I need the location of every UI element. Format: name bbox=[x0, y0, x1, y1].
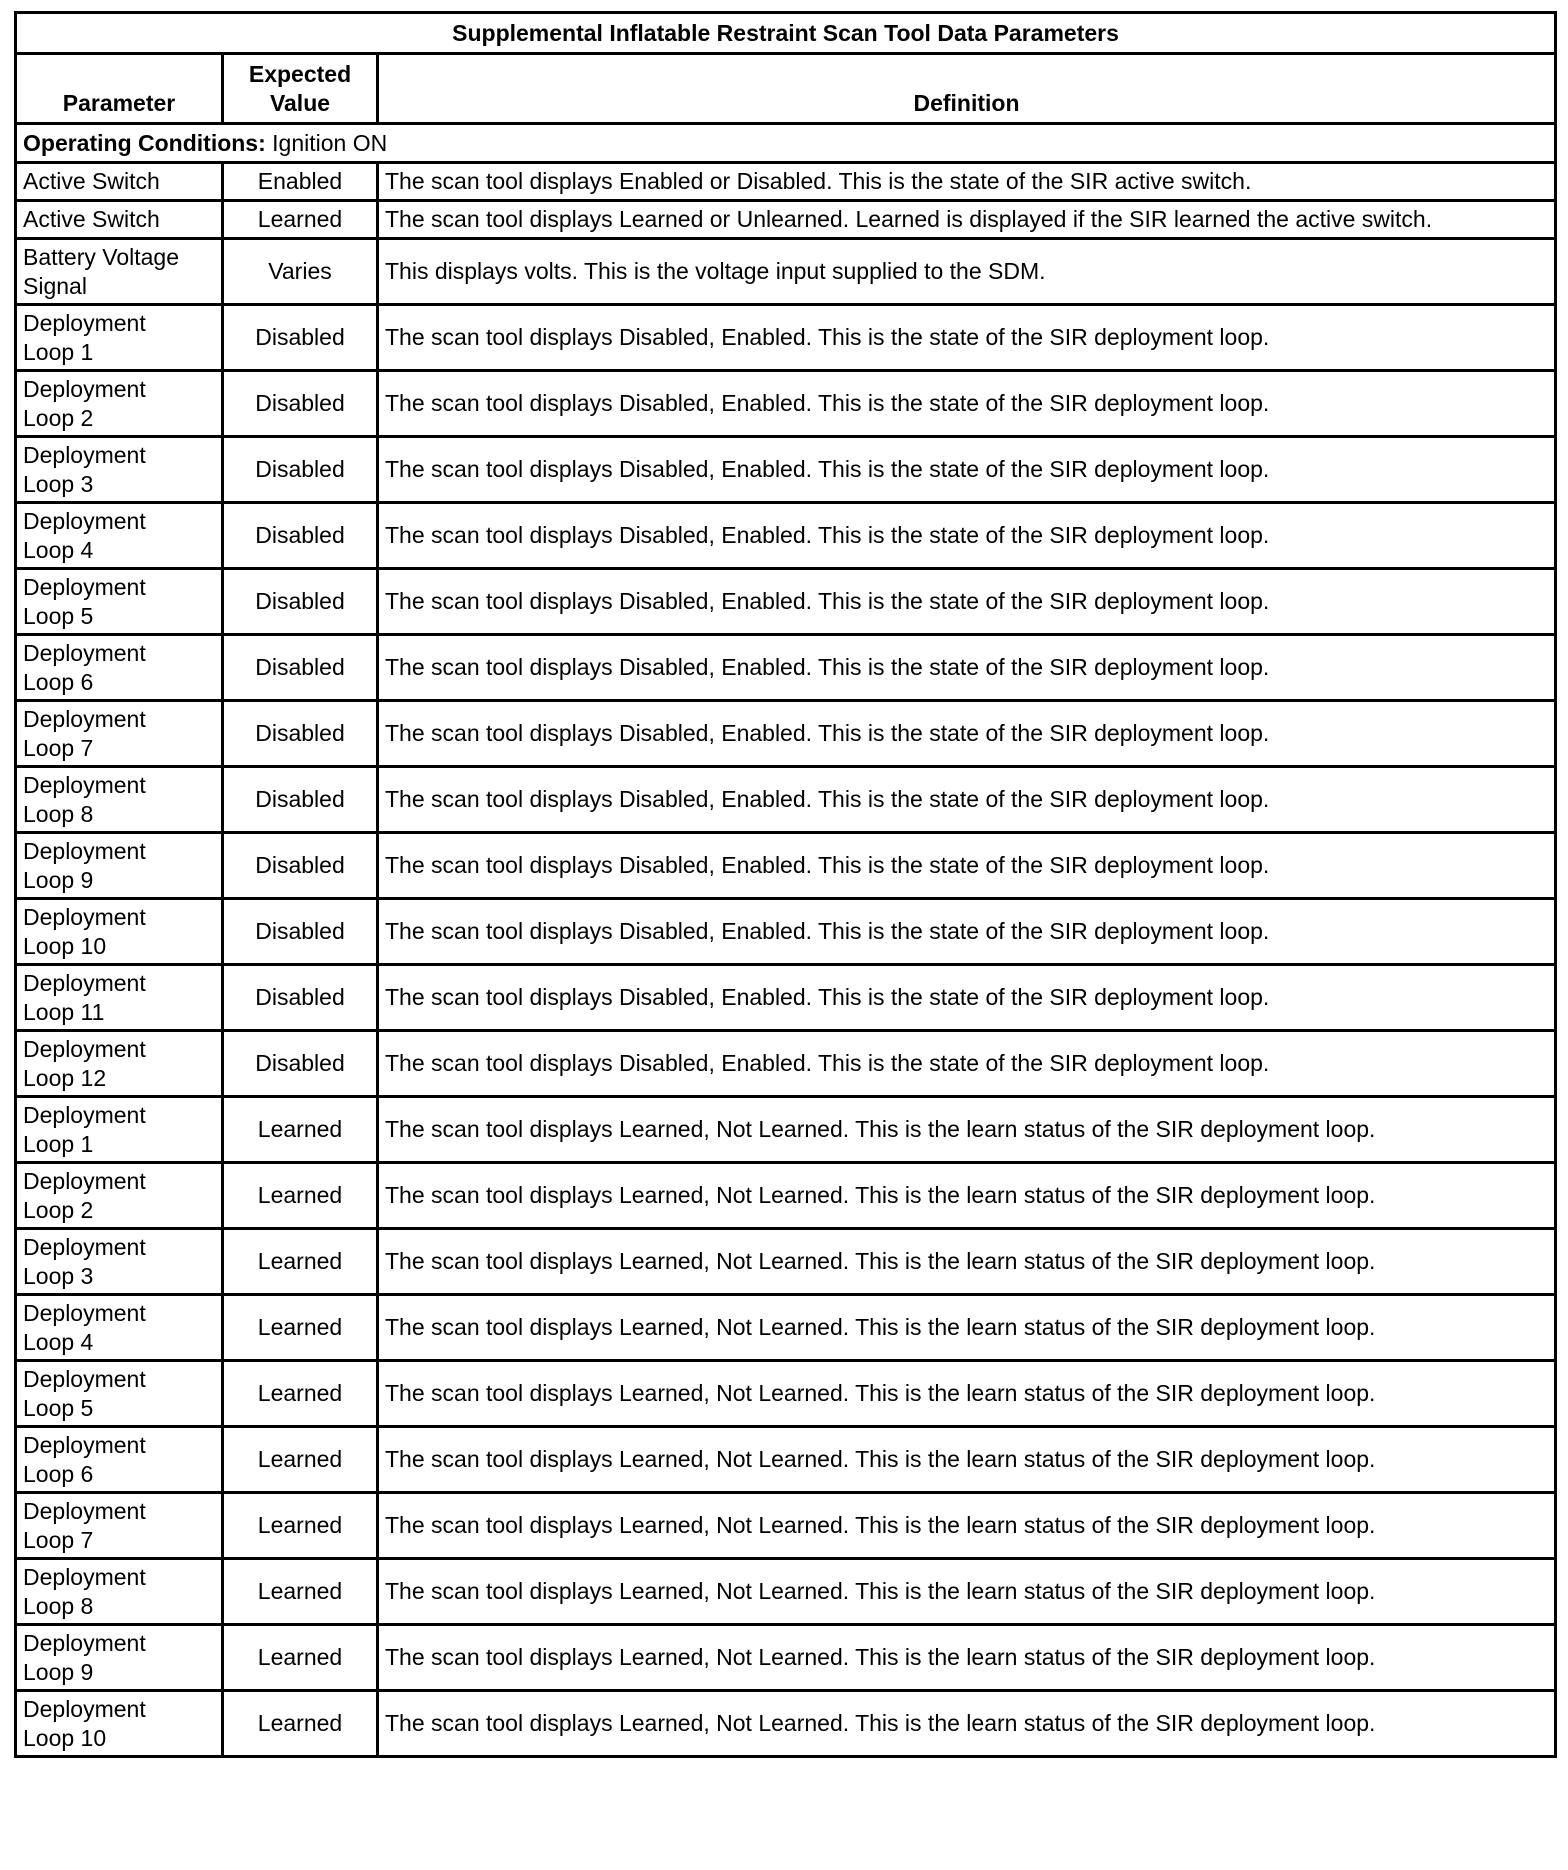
definition-cell: The scan tool displays Learned, Not Learned. This is the learn status of the SIR deployment loop. bbox=[378, 1295, 1556, 1361]
parameter-cell bbox=[16, 1361, 223, 1427]
parameter-line1: Deployment bbox=[23, 1563, 146, 1590]
parameter-line2: Loop 9 bbox=[23, 1658, 94, 1685]
operating-conditions-label: Operating Conditions: bbox=[23, 129, 266, 156]
expected-value-cell: Learned bbox=[223, 1559, 378, 1625]
parameter-cell bbox=[16, 163, 223, 201]
parameter-line1: Deployment bbox=[23, 1035, 146, 1062]
parameter-cell bbox=[16, 1031, 223, 1097]
parameter-cell bbox=[16, 833, 223, 899]
expected-value-cell: Varies bbox=[223, 239, 378, 305]
parameter-line1: Deployment bbox=[23, 1365, 146, 1392]
table-row bbox=[16, 767, 1556, 833]
expected-value-cell: Disabled bbox=[223, 635, 378, 701]
parameter-cell bbox=[16, 1295, 223, 1361]
parameter-line1: Deployment bbox=[23, 441, 146, 468]
header-expected-value bbox=[223, 54, 378, 124]
parameter-line2: Loop 5 bbox=[23, 1394, 94, 1421]
definition-cell: The scan tool displays Learned, Not Learned. This is the learn status of the SIR deployment loop. bbox=[378, 1559, 1556, 1625]
expected-value-cell: Learned bbox=[223, 1295, 378, 1361]
header-definition: Definition bbox=[378, 54, 1556, 124]
definition-cell: The scan tool displays Learned, Not Learned. This is the learn status of the SIR deployment loop. bbox=[378, 1097, 1556, 1163]
expected-value-cell: Disabled bbox=[223, 767, 378, 833]
table-row bbox=[16, 239, 1556, 305]
definition-cell: This displays volts. This is the voltage input supplied to the SDM. bbox=[378, 239, 1556, 305]
definition-cell: The scan tool displays Disabled, Enabled. This is the state of the SIR deployment loop. bbox=[378, 965, 1556, 1031]
expected-value-cell: Disabled bbox=[223, 965, 378, 1031]
table-row bbox=[16, 305, 1556, 371]
table-row bbox=[16, 1229, 1556, 1295]
parameter-line2: Loop 5 bbox=[23, 602, 94, 629]
table-row bbox=[16, 635, 1556, 701]
parameter-cell bbox=[16, 635, 223, 701]
parameter-line2: Loop 1 bbox=[23, 338, 94, 365]
parameter-line2: Loop 4 bbox=[23, 1328, 94, 1355]
parameter-line1: Active Switch bbox=[23, 206, 160, 232]
operating-conditions-cell bbox=[16, 124, 1556, 163]
sir-data-parameters-sheet bbox=[14, 11, 1554, 1758]
parameter-line2: Loop 3 bbox=[23, 1262, 94, 1289]
table-row bbox=[16, 965, 1556, 1031]
definition-cell: The scan tool displays Disabled, Enabled. This is the state of the SIR deployment loop. bbox=[378, 569, 1556, 635]
definition-cell: The scan tool displays Learned, Not Learned. This is the learn status of the SIR deployment loop. bbox=[378, 1229, 1556, 1295]
definition-cell: The scan tool displays Enabled or Disabled. This is the state of the SIR active switch. bbox=[378, 163, 1556, 201]
title-row bbox=[16, 13, 1556, 54]
definition-cell: The scan tool displays Learned, Not Learned. This is the learn status of the SIR deployment loop. bbox=[378, 1691, 1556, 1757]
expected-value-cell: Disabled bbox=[223, 701, 378, 767]
parameter-line1: Deployment bbox=[23, 1497, 146, 1524]
parameter-cell bbox=[16, 1493, 223, 1559]
table-row bbox=[16, 701, 1556, 767]
parameter-cell bbox=[16, 899, 223, 965]
parameter-cell bbox=[16, 1691, 223, 1757]
definition-cell: The scan tool displays Disabled, Enabled. This is the state of the SIR deployment loop. bbox=[378, 1031, 1556, 1097]
parameter-line2: Loop 8 bbox=[23, 1592, 94, 1619]
definition-cell: The scan tool displays Disabled, Enabled. This is the state of the SIR deployment loop. bbox=[378, 701, 1556, 767]
expected-value-cell: Disabled bbox=[223, 437, 378, 503]
definition-cell: The scan tool displays Disabled, Enabled. This is the state of the SIR deployment loop. bbox=[378, 503, 1556, 569]
parameter-line2: Loop 4 bbox=[23, 536, 94, 563]
parameter-line1: Active Switch bbox=[23, 168, 160, 194]
parameter-line1: Deployment bbox=[23, 1629, 146, 1656]
definition-cell: The scan tool displays Learned or Unlearned. Learned is displayed if the SIR learned the active switch. bbox=[378, 201, 1556, 239]
parameter-line1: Deployment bbox=[23, 309, 146, 336]
parameter-line2: Loop 8 bbox=[23, 800, 94, 827]
expected-value-cell: Learned bbox=[223, 1427, 378, 1493]
parameter-line1: Deployment bbox=[23, 1695, 146, 1722]
expected-value-cell: Learned bbox=[223, 1163, 378, 1229]
parameter-line2: Loop 6 bbox=[23, 668, 94, 695]
parameter-line1: Deployment bbox=[23, 375, 146, 402]
parameter-cell bbox=[16, 1427, 223, 1493]
expected-value-cell: Learned bbox=[223, 1361, 378, 1427]
parameter-cell bbox=[16, 569, 223, 635]
parameter-line1: Deployment bbox=[23, 837, 146, 864]
header-parameter: Parameter bbox=[16, 54, 223, 124]
parameter-cell bbox=[16, 1559, 223, 1625]
table-row bbox=[16, 371, 1556, 437]
parameter-line2: Loop 9 bbox=[23, 866, 94, 893]
parameter-line2: Loop 3 bbox=[23, 470, 94, 497]
parameter-cell bbox=[16, 1097, 223, 1163]
expected-value-cell: Disabled bbox=[223, 569, 378, 635]
parameter-cell bbox=[16, 1229, 223, 1295]
expected-value-cell: Learned bbox=[223, 1097, 378, 1163]
parameter-cell bbox=[16, 701, 223, 767]
table-row bbox=[16, 1427, 1556, 1493]
parameter-line1: Deployment bbox=[23, 705, 146, 732]
expected-value-cell: Learned bbox=[223, 1625, 378, 1691]
expected-value-cell: Disabled bbox=[223, 899, 378, 965]
parameter-cell bbox=[16, 305, 223, 371]
definition-cell: The scan tool displays Disabled, Enabled. This is the state of the SIR deployment loop. bbox=[378, 305, 1556, 371]
parameter-line1: Deployment bbox=[23, 969, 146, 996]
definition-cell: The scan tool displays Learned, Not Learned. This is the learn status of the SIR deployment loop. bbox=[378, 1163, 1556, 1229]
parameter-cell bbox=[16, 965, 223, 1031]
table-row bbox=[16, 1031, 1556, 1097]
parameter-line1: Deployment bbox=[23, 507, 146, 534]
parameter-line1: Deployment bbox=[23, 1101, 146, 1128]
table-title: Supplemental Inflatable Restraint Scan Tool Data Parameters bbox=[16, 13, 1556, 54]
parameter-cell bbox=[16, 503, 223, 569]
sir-data-parameters-table bbox=[14, 11, 1557, 1758]
expected-value-cell: Learned bbox=[223, 1493, 378, 1559]
parameter-cell bbox=[16, 371, 223, 437]
expected-value-cell: Learned bbox=[223, 1691, 378, 1757]
expected-value-cell: Disabled bbox=[223, 1031, 378, 1097]
expected-value-cell: Disabled bbox=[223, 503, 378, 569]
table-row bbox=[16, 1295, 1556, 1361]
expected-value-cell: Learned bbox=[223, 1229, 378, 1295]
definition-cell: The scan tool displays Disabled, Enabled. This is the state of the SIR deployment loop. bbox=[378, 833, 1556, 899]
parameter-line2: Loop 1 bbox=[23, 1130, 94, 1157]
parameter-line2: Loop 10 bbox=[23, 1724, 107, 1751]
parameter-line1: Deployment bbox=[23, 1233, 146, 1260]
parameter-cell bbox=[16, 1163, 223, 1229]
table-row bbox=[16, 899, 1556, 965]
definition-cell: The scan tool displays Learned, Not Learned. This is the learn status of the SIR deployment loop. bbox=[378, 1625, 1556, 1691]
parameter-line2: Loop 6 bbox=[23, 1460, 94, 1487]
parameter-line2: Loop 7 bbox=[23, 734, 94, 761]
header-expected-value-line1: Expected bbox=[248, 61, 352, 87]
parameter-line2: Signal bbox=[23, 272, 87, 299]
table-row bbox=[16, 1691, 1556, 1757]
table-row bbox=[16, 1097, 1556, 1163]
parameter-line2: Loop 7 bbox=[23, 1526, 94, 1553]
expected-value-cell: Disabled bbox=[223, 833, 378, 899]
parameter-line1: Deployment bbox=[23, 903, 146, 930]
definition-cell: The scan tool displays Learned, Not Learned. This is the learn status of the SIR deployment loop. bbox=[378, 1361, 1556, 1427]
table-row bbox=[16, 163, 1556, 201]
expected-value-cell: Disabled bbox=[223, 371, 378, 437]
table-row bbox=[16, 1163, 1556, 1229]
parameter-line1: Deployment bbox=[23, 1299, 146, 1326]
table-row bbox=[16, 1493, 1556, 1559]
definition-cell: The scan tool displays Disabled, Enabled. This is the state of the SIR deployment loop. bbox=[378, 371, 1556, 437]
parameter-line1: Deployment bbox=[23, 771, 146, 798]
table-row bbox=[16, 1361, 1556, 1427]
definition-cell: The scan tool displays Disabled, Enabled. This is the state of the SIR deployment loop. bbox=[378, 899, 1556, 965]
definition-cell: The scan tool displays Learned, Not Learned. This is the learn status of the SIR deployment loop. bbox=[378, 1427, 1556, 1493]
definition-cell: The scan tool displays Disabled, Enabled. This is the state of the SIR deployment loop. bbox=[378, 437, 1556, 503]
parameter-line2: Loop 10 bbox=[23, 932, 107, 959]
parameter-cell bbox=[16, 437, 223, 503]
parameter-line2: Loop 12 bbox=[23, 1064, 107, 1091]
table-row bbox=[16, 1625, 1556, 1691]
table-row bbox=[16, 1559, 1556, 1625]
definition-cell: The scan tool displays Disabled, Enabled. This is the state of the SIR deployment loop. bbox=[378, 767, 1556, 833]
table-row bbox=[16, 201, 1556, 239]
table-row bbox=[16, 503, 1556, 569]
parameter-line2: Loop 2 bbox=[23, 1196, 94, 1223]
parameter-cell bbox=[16, 201, 223, 239]
definition-cell: The scan tool displays Learned, Not Learned. This is the learn status of the SIR deployment loop. bbox=[378, 1493, 1556, 1559]
operating-conditions-value: Ignition ON bbox=[272, 129, 388, 156]
parameter-line1: Battery Voltage bbox=[23, 243, 179, 270]
header-expected-value-line2: Value bbox=[269, 90, 331, 116]
expected-value-cell: Enabled bbox=[223, 163, 378, 201]
header-row bbox=[16, 54, 1556, 124]
parameter-cell bbox=[16, 767, 223, 833]
expected-value-cell: Learned bbox=[223, 201, 378, 239]
table-row bbox=[16, 437, 1556, 503]
parameter-line1: Deployment bbox=[23, 573, 146, 600]
table-row bbox=[16, 569, 1556, 635]
parameter-line1: Deployment bbox=[23, 639, 146, 666]
definition-cell: The scan tool displays Disabled, Enabled. This is the state of the SIR deployment loop. bbox=[378, 635, 1556, 701]
expected-value-cell: Disabled bbox=[223, 305, 378, 371]
parameter-line1: Deployment bbox=[23, 1431, 146, 1458]
table-row bbox=[16, 833, 1556, 899]
parameter-cell bbox=[16, 239, 223, 305]
parameter-line2: Loop 11 bbox=[23, 998, 105, 1025]
operating-conditions-row bbox=[16, 124, 1556, 163]
parameter-line2: Loop 2 bbox=[23, 404, 94, 431]
parameter-line1: Deployment bbox=[23, 1167, 146, 1194]
parameter-cell bbox=[16, 1625, 223, 1691]
